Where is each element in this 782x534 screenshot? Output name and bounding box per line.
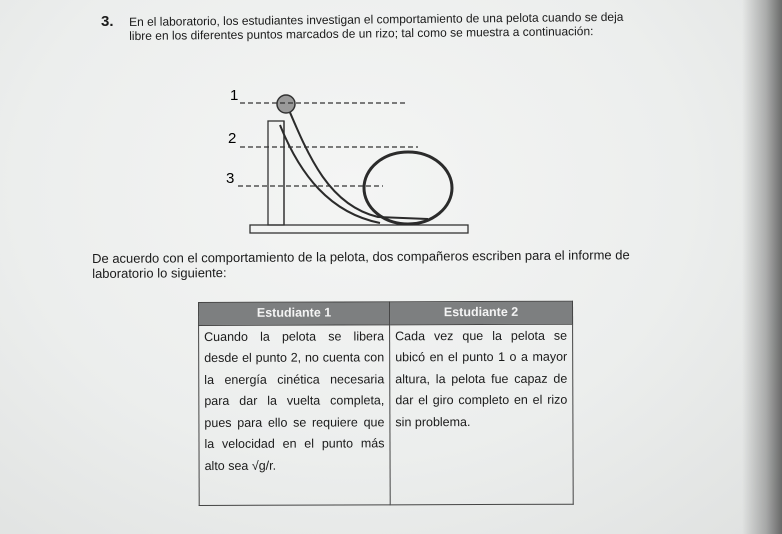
instruction-paragraph: De acuerdo con el comportamiento de la pelota, dos compañeros escriben para el informe de laboratorio lo siguiente:	[92, 247, 630, 281]
student-2-text: Cada vez que la pelota se ubicó en el punto 1 o a mayor altura, la pelota fue capaz de dar el giro completo en el rizo sin problema.	[395, 328, 568, 429]
table-row	[199, 324, 574, 505]
page-edge-shadow	[742, 0, 782, 534]
table-header-row	[199, 301, 573, 325]
point-label-2: 2	[228, 130, 237, 147]
loop-diagram	[228, 85, 478, 235]
point-label-1: 1	[230, 87, 239, 104]
header-student-2: Estudiante 2	[390, 301, 573, 324]
students-table	[198, 301, 574, 506]
header-student-1: Estudiante 1	[199, 302, 390, 325]
point-label-3: 3	[226, 170, 235, 187]
student-1-cell	[199, 324, 391, 505]
student-2-cell	[390, 324, 574, 505]
question-number: 3.	[101, 13, 114, 30]
student-1-text: Cuando la pelota se libera desde el punto 2, no cuenta con la energía cinética necesaria para dar la vuelta completa, pues para ello se requiere que la velocidad en el punto más alto sea √g/r.	[204, 328, 385, 473]
question-text: En el laboratorio, los estudiantes investigan el comportamiento de una pelota cuando se deja libre en los diferentes puntos marcados de un rizo; tal como se muestra a continuación:	[129, 9, 624, 43]
